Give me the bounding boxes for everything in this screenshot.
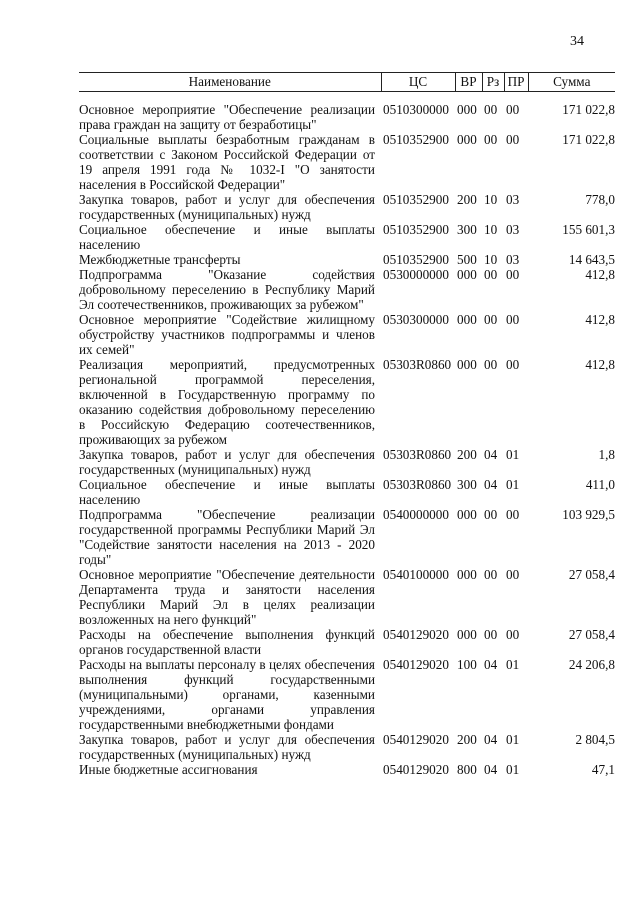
cell-name: Закупка товаров, работ и услуг для обеспечения государственных (муниципальных) нужд <box>79 192 375 222</box>
cell-vr: 000 <box>457 507 477 522</box>
cell-vr: 000 <box>457 132 477 147</box>
cell-pr: 00 <box>506 102 520 117</box>
cell-name: Подпрограмма "Обеспечение реализации государственной программы Республики Марий Эл "Содействие занятости населения на 2013 - 2020 годы" <box>79 507 375 567</box>
cell-cs: 0540129020 <box>383 627 449 642</box>
cell-sum: 2 804,5 <box>575 732 615 747</box>
cell-name: Расходы на обеспечение выполнения функций органов государственной власти <box>79 627 375 657</box>
cell-sum: 171 022,8 <box>562 102 615 117</box>
table-row <box>79 657 615 732</box>
cell-rz: 04 <box>484 762 498 777</box>
cell-vr: 000 <box>457 102 477 117</box>
cell-name: Реализация мероприятий, предусмотренных региональной программой переселения, включенной в Государственную программу по оказанию содействия добровольному переселению в Российскую Федерацию соотечественников, проживающих за рубежом <box>79 357 375 447</box>
cell-vr: 100 <box>457 657 477 672</box>
cell-name: Закупка товаров, работ и услуг для обеспечения государственных (муниципальных) нужд <box>79 447 375 477</box>
cell-rz: 04 <box>484 477 498 492</box>
cell-vr: 000 <box>457 357 477 372</box>
cell-cs: 0510300000 <box>383 102 449 117</box>
table-row <box>79 732 615 762</box>
cell-sum: 24 206,8 <box>568 657 615 672</box>
cell-rz: 04 <box>484 732 498 747</box>
header-sum: Сумма <box>528 73 615 92</box>
header-rz: Рз <box>482 73 504 92</box>
cell-name: Расходы на выплаты персоналу в целях обеспечения выполнения функций государственными (муниципальными) органами, казенными учреждениями, органами управления государственными внебюджетными фондами <box>79 657 375 732</box>
cell-cs: 0540129020 <box>383 732 449 747</box>
cell-rz: 10 <box>484 222 498 237</box>
cell-cs: 0530000000 <box>383 267 449 282</box>
cell-sum: 1,8 <box>598 447 615 462</box>
cell-cs: 0510352900 <box>383 222 449 237</box>
header-pr: ПР <box>504 73 528 92</box>
header-name: Наименование <box>79 73 381 92</box>
cell-cs: 0510352900 <box>383 252 449 267</box>
cell-sum: 155 601,3 <box>562 222 615 237</box>
cell-vr: 000 <box>457 267 477 282</box>
table-row <box>79 102 615 132</box>
cell-vr: 300 <box>457 222 477 237</box>
cell-pr: 03 <box>506 252 520 267</box>
cell-rz: 00 <box>484 312 498 327</box>
cell-cs: 0540129020 <box>383 762 449 777</box>
table-row <box>79 252 615 267</box>
table-row <box>79 222 615 252</box>
cell-vr: 200 <box>457 447 477 462</box>
table-row <box>79 762 615 777</box>
cell-rz: 10 <box>484 192 498 207</box>
cell-sum: 171 022,8 <box>562 132 615 147</box>
cell-vr: 300 <box>457 477 477 492</box>
cell-name: Социальные выплаты безработным гражданам в соответствии с Законом Российской Федерации от 19 апреля 1991 года № 1032-I "О занятости населения в Российской Федерации" <box>79 132 375 192</box>
cell-vr: 000 <box>457 567 477 582</box>
table-row <box>79 447 615 477</box>
cell-rz: 00 <box>484 357 498 372</box>
cell-vr: 200 <box>457 192 477 207</box>
cell-rz: 00 <box>484 267 498 282</box>
cell-sum: 412,8 <box>585 312 615 327</box>
cell-sum: 27 058,4 <box>568 627 615 642</box>
cell-pr: 00 <box>506 267 520 282</box>
cell-name: Социальное обеспечение и иные выплаты населению <box>79 477 375 507</box>
cell-name: Межбюджетные трансферты <box>79 252 241 267</box>
cell-cs: 0540100000 <box>383 567 449 582</box>
cell-cs: 0540129020 <box>383 657 449 672</box>
cell-pr: 00 <box>506 507 520 522</box>
cell-cs: 05303R0860 <box>383 477 452 492</box>
cell-vr: 200 <box>457 732 477 747</box>
table-row <box>79 507 615 567</box>
cell-name: Социальное обеспечение и иные выплаты населению <box>79 222 375 252</box>
cell-rz: 00 <box>484 132 498 147</box>
table-row <box>79 192 615 222</box>
cell-sum: 103 929,5 <box>562 507 615 522</box>
table-row <box>79 267 615 312</box>
cell-sum: 14 643,5 <box>568 252 615 267</box>
cell-pr: 01 <box>506 732 520 747</box>
cell-name: Основное мероприятие "Обеспечение деятельности Департамента труда и занятости населения Республики Марий Эл в целях реализации возложенных на него функций" <box>79 567 375 627</box>
cell-name: Подпрограмма "Оказание содействия добровольному переселению в Республику Марий Эл соотечественников, проживающих за рубежом" <box>79 267 375 312</box>
cell-rz: 04 <box>484 657 498 672</box>
cell-name: Иные бюджетные ассигнования <box>79 762 258 777</box>
cell-cs: 0510352900 <box>383 192 449 207</box>
cell-sum: 411,0 <box>585 477 615 492</box>
cell-name: Основное мероприятие "Содействие жилищному обустройству участников подпрограммы и членов их семей" <box>79 312 375 357</box>
cell-sum: 412,8 <box>585 357 615 372</box>
table-row <box>79 312 615 357</box>
cell-cs: 0540000000 <box>383 507 449 522</box>
table-row <box>79 357 615 447</box>
cell-rz: 00 <box>484 627 498 642</box>
cell-pr: 01 <box>506 447 520 462</box>
page-number: 34 <box>570 34 584 49</box>
cell-cs: 05303R0860 <box>383 357 452 372</box>
table-row <box>79 132 615 192</box>
table-row <box>79 627 615 657</box>
cell-pr: 00 <box>506 132 520 147</box>
cell-name: Закупка товаров, работ и услуг для обеспечения государственных (муниципальных) нужд <box>79 732 375 762</box>
header-cs: ЦС <box>381 73 455 92</box>
table-row <box>79 477 615 507</box>
table-header-row <box>79 73 615 92</box>
header-vr: ВР <box>455 73 482 92</box>
cell-pr: 03 <box>506 222 520 237</box>
cell-rz: 00 <box>484 507 498 522</box>
cell-pr: 00 <box>506 312 520 327</box>
cell-sum: 27 058,4 <box>568 567 615 582</box>
cell-cs: 05303R0860 <box>383 447 452 462</box>
cell-rz: 00 <box>484 567 498 582</box>
cell-pr: 01 <box>506 657 520 672</box>
cell-cs: 0530300000 <box>383 312 449 327</box>
cell-pr: 00 <box>506 567 520 582</box>
cell-name: Основное мероприятие "Обеспечение реализации права граждан на защиту от безработицы" <box>79 102 375 132</box>
cell-sum: 778,0 <box>585 192 615 207</box>
cell-rz: 00 <box>484 102 498 117</box>
cell-vr: 500 <box>457 252 477 267</box>
cell-vr: 800 <box>457 762 477 777</box>
cell-pr: 03 <box>506 192 520 207</box>
cell-cs: 0510352900 <box>383 132 449 147</box>
cell-rz: 04 <box>484 447 498 462</box>
cell-vr: 000 <box>457 312 477 327</box>
cell-sum: 47,1 <box>591 762 615 777</box>
cell-sum: 412,8 <box>585 267 615 282</box>
cell-vr: 000 <box>457 627 477 642</box>
budget-table <box>79 72 615 777</box>
cell-pr: 01 <box>506 477 520 492</box>
table-row <box>79 567 615 627</box>
cell-rz: 10 <box>484 252 498 267</box>
cell-pr: 00 <box>506 357 520 372</box>
cell-pr: 00 <box>506 627 520 642</box>
cell-pr: 01 <box>506 762 520 777</box>
